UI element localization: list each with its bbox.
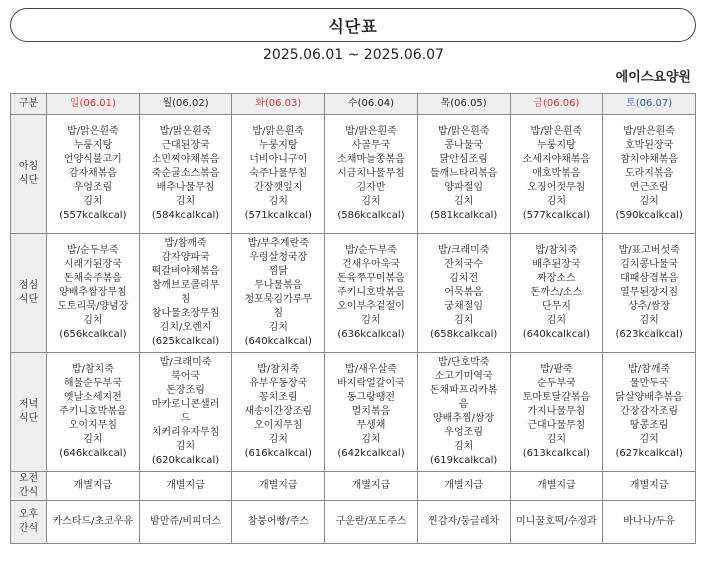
menu-item: 김치: [361, 315, 381, 326]
menu-cell: [417, 353, 510, 472]
snack-cell: 개별지급: [417, 472, 510, 501]
menu-item: 닭안심조림: [439, 154, 488, 165]
row-label-line: 식단: [18, 294, 39, 305]
menu-item: 떡갈비야채볶음: [151, 266, 220, 277]
menu-item: 드: [180, 413, 191, 424]
menu-item: 짜장소스: [537, 273, 576, 284]
menu-cell: [139, 115, 232, 234]
menu-item: 김치: [361, 434, 381, 445]
menu-item: 김치: [83, 315, 103, 326]
menu-item: 밥/새우살죽: [345, 364, 397, 375]
menu-cell: [139, 234, 232, 353]
menu-item: 연근조림: [629, 182, 669, 193]
date-range: 2025.06.01 ~ 2025.06.07: [263, 47, 444, 63]
menu-item: 순두부국: [537, 378, 576, 389]
menu-item: 밥/맑은흰죽: [345, 126, 397, 137]
menu-item: 밥/순두부죽: [345, 245, 397, 256]
menu-item: (642kcalkcal): [337, 448, 405, 459]
menu-item: 김치: [639, 196, 659, 207]
menu-item: 어묵볶음: [444, 287, 483, 298]
menu-item: 김자반: [356, 182, 386, 193]
menu-cell: [417, 234, 510, 353]
menu-item: 우렁살청국장: [249, 252, 308, 263]
menu-item: (586kcalkcal): [337, 210, 405, 221]
menu-table: [10, 93, 696, 544]
menu-item: 오이지무침: [68, 420, 117, 431]
menu-item: 청포묵김가루무: [244, 294, 313, 305]
menu-item: (616kcalkcal): [244, 448, 312, 459]
snack-cell: 개별지급: [603, 472, 696, 501]
menu-item: 도토리묵/양념장: [57, 301, 129, 312]
row-label-line: 오후: [18, 509, 39, 520]
menu-item: 숙주나물무침: [249, 168, 308, 179]
day-header-sun: 일(06.01): [47, 94, 140, 115]
menu-item: 김치: [175, 441, 196, 452]
menu-item: 밥/순두부죽: [67, 245, 119, 256]
menu-cell: [47, 234, 140, 353]
menu-item: 잔치국수: [444, 259, 483, 270]
row-label-line: 간식: [18, 523, 39, 534]
menu-item: 건새우아욱국: [341, 259, 400, 270]
menu-item: 밥/단호박죽: [437, 357, 490, 368]
row-label: [11, 115, 47, 234]
menu-item: (623kcalkcal): [615, 329, 683, 340]
menu-item: 마카로니콘샐러: [151, 399, 220, 410]
menu-item: 배추된장국: [532, 259, 581, 270]
menu-item: 주키니호박볶음: [337, 287, 405, 298]
snack-cell: 미니꿀호떡/수정과: [510, 501, 603, 544]
row-label-line: 식단: [18, 413, 39, 424]
menu-item: 침: [273, 308, 284, 319]
row-label-line: 식단: [18, 175, 39, 186]
row-label: [11, 472, 47, 501]
menu-cell: [139, 353, 232, 472]
menu-item: 해물순두부국: [63, 378, 122, 389]
menu-item: 시래기된장국: [63, 259, 122, 270]
menu-cell: [232, 115, 325, 234]
menu-item: 간장감자조림: [620, 406, 679, 417]
row-label: [11, 353, 47, 472]
menu-item: 돈까스/소스: [530, 287, 583, 298]
menu-item: 치커리유자무침: [151, 427, 220, 438]
menu-item: 우엉조림: [444, 427, 483, 438]
snack-cell: 구운란/포도주스: [325, 501, 418, 544]
menu-item: (656kcalkcal): [59, 329, 127, 340]
menu-item: (590kcalkcal): [615, 210, 683, 221]
menu-item: 닭살양배추볶음: [615, 392, 683, 403]
menu-item: 소세지야채볶음: [522, 154, 591, 165]
menu-item: 양배추쌈장무침: [59, 287, 127, 298]
menu-item: 대패삼겹볶음: [620, 273, 679, 284]
row-label-line: 오전: [18, 473, 39, 484]
menu-item: 김치: [83, 434, 103, 445]
menu-item: 동그랑땡전: [346, 392, 396, 403]
menu-item: (640kcalkcal): [522, 329, 590, 340]
menu-item: 너비아니구이: [249, 154, 308, 165]
snack-cell: 개별지급: [232, 472, 325, 501]
menu-item: 사골무국: [351, 140, 391, 151]
row-breakfast: [11, 115, 696, 234]
menu-item: 애호박볶음: [532, 168, 581, 179]
menu-item: 감자채볶음: [68, 168, 117, 179]
menu-item: (646kcalkcal): [59, 448, 127, 459]
menu-item: (619kcalkcal): [430, 455, 498, 466]
menu-item: 김치콩나물국: [620, 259, 679, 270]
menu-item: 양파절임: [444, 182, 483, 193]
menu-item: 김치: [454, 196, 474, 207]
menu-item: 밥/부추계란죽: [247, 238, 309, 249]
menu-item: 언양식불고기: [63, 154, 122, 165]
menu-item: 꽁치조림: [258, 392, 298, 403]
menu-item: 밥/맑은흰죽: [67, 126, 119, 137]
menu-cell: [47, 115, 140, 234]
menu-item: 김치: [83, 196, 103, 207]
row-snack-pm: [11, 501, 696, 544]
menu-item: (625kcalkcal): [151, 336, 220, 347]
snack-cell: 참붕어빵/주스: [232, 501, 325, 544]
day-header-mon: 월(06.02): [139, 94, 232, 115]
menu-item: 누룽지탕: [73, 140, 113, 151]
menu-item: 바지락얼갈이국: [337, 378, 405, 389]
row-label-line: 간식: [18, 487, 39, 498]
menu-item: 김치전: [449, 273, 479, 284]
menu-item: 우엉조림: [73, 182, 113, 193]
menu-item: 감자양파국: [161, 252, 210, 263]
menu-item: 김치: [268, 196, 288, 207]
menu-cell: [325, 115, 418, 234]
menu-item: 배추나물무침: [156, 182, 215, 193]
menu-cell: [603, 353, 696, 472]
menu-cell: [603, 234, 696, 353]
day-header-wed: 수(06.04): [325, 94, 418, 115]
menu-item: 찜닭: [268, 266, 288, 277]
menu-item: 토마토달걀볶음: [522, 392, 591, 403]
menu-item: 누룽지탕: [258, 140, 298, 151]
menu-item: 밥/참깨죽: [628, 364, 671, 375]
menu-item: 도라지볶음: [624, 168, 674, 179]
snack-cell: 개별지급: [325, 472, 418, 501]
menu-item: 근대된장국: [161, 140, 210, 151]
menu-item: 김치: [268, 322, 288, 333]
menu-cell: [510, 115, 603, 234]
menu-item: 밥/팥죽: [540, 364, 573, 375]
page-title: 식단표: [10, 8, 696, 42]
snack-cell: 개별지급: [47, 472, 140, 501]
menu-item: 땅콩조림: [629, 420, 669, 431]
header-row: [11, 94, 696, 115]
menu-item: 죽순굴소스볶음: [151, 168, 220, 179]
menu-item: 밥/참깨죽: [164, 238, 207, 249]
menu-item: (636kcalkcal): [337, 329, 405, 340]
menu-item: 김치: [454, 441, 474, 452]
menu-item: 참치야채볶음: [620, 154, 679, 165]
menu-cell: [232, 353, 325, 472]
row-lunch: [11, 234, 696, 353]
row-label: [11, 501, 47, 544]
row-label: [11, 234, 47, 353]
menu-item: (613kcalkcal): [522, 448, 590, 459]
snack-cell: 바나나/두유: [603, 501, 696, 544]
menu-cell: [47, 353, 140, 472]
menu-item: 밥/맑은흰죽: [437, 126, 490, 137]
menu-item: (581kcalkcal): [430, 210, 498, 221]
menu-item: 누룽지탕: [537, 140, 576, 151]
menu-item: 밥/맑은흰죽: [159, 126, 212, 137]
menu-item: 돈채파프리카볶: [429, 385, 498, 396]
menu-item: 근대나물무침: [527, 420, 586, 431]
menu-cell: [325, 234, 418, 353]
menu-item: 밥/참치죽: [71, 364, 114, 375]
menu-item: 침: [180, 294, 191, 305]
day-header-tue: 화(06.03): [232, 94, 325, 115]
menu-item: 김치: [546, 315, 567, 326]
snack-cell: 개별지급: [139, 472, 232, 501]
menu-item: 오이지무침: [254, 420, 303, 431]
menu-item: (620kcalkcal): [151, 455, 220, 466]
row-label-line: 아침: [18, 161, 39, 172]
menu-item: (571kcalkcal): [244, 210, 312, 221]
menu-item: 밥/표고버섯죽: [618, 245, 680, 256]
menu-cell: [232, 234, 325, 353]
menu-item: (584kcalkcal): [151, 210, 220, 221]
menu-cell: [325, 353, 418, 472]
snack-cell: 카스타드/초코우유: [47, 501, 140, 544]
snack-cell: 찐감자/둥글레차: [417, 501, 510, 544]
menu-item: (577kcalkcal): [522, 210, 590, 221]
menu-item: 밥/맑은흰죽: [252, 126, 305, 137]
menu-item: (658kcalkcal): [430, 329, 498, 340]
day-header-thu: 목(06.05): [417, 94, 510, 115]
header-label: 구분: [11, 94, 47, 115]
menu-item: 김치: [546, 196, 567, 207]
menu-item: 돈장조림: [166, 385, 205, 396]
menu-item: 무나물볶음: [254, 280, 303, 291]
menu-item: 오징어젓무침: [527, 182, 586, 193]
menu-item: 소채마늘쫑볶음: [337, 154, 405, 165]
menu-item: 음: [458, 399, 469, 410]
menu-item: 돈채숙주볶음: [63, 273, 122, 284]
menu-item: 김치: [175, 196, 196, 207]
menu-item: 밥/참치죽: [257, 364, 300, 375]
menu-item: 김치: [268, 434, 288, 445]
menu-item: 들깨느타리볶음: [429, 168, 498, 179]
menu-cell: [417, 115, 510, 234]
menu-item: 멸치볶음: [351, 406, 391, 417]
menu-item: 밥/맑은흰죽: [623, 126, 675, 137]
menu-item: 김치: [639, 315, 659, 326]
menu-item: 궁채절임: [444, 301, 483, 312]
menu-item: 새송이간장조림: [244, 406, 313, 417]
menu-item: 소민찌야채볶음: [151, 154, 220, 165]
menu-item: 옛날소세지전: [63, 392, 122, 403]
menu-item: (627kcalkcal): [615, 448, 683, 459]
row-dinner: [11, 353, 696, 472]
menu-item: (557kcalkcal): [59, 210, 127, 221]
row-snack-am: [11, 472, 696, 501]
day-header-fri: 금(06.06): [510, 94, 603, 115]
menu-item: 돈육쭈꾸미볶음: [337, 273, 405, 284]
menu-item: 밥/크래미죽: [159, 357, 212, 368]
menu-item: 김치: [639, 434, 659, 445]
menu-cell: [510, 353, 603, 472]
menu-item: 참깨브로콜리무: [151, 280, 220, 291]
menu-item: 양배추찜/쌈장: [432, 413, 495, 424]
menu-cell: [603, 115, 696, 234]
menu-cell: [510, 234, 603, 353]
day-header-sat: 토(06.07): [603, 94, 696, 115]
menu-item: 밥/참치죽: [535, 245, 578, 256]
menu-item: 참나물초장무침: [151, 308, 220, 319]
menu-item: 단무지: [541, 301, 571, 312]
menu-item: 김치: [361, 196, 381, 207]
menu-item: 오이부추겉절이: [337, 301, 405, 312]
menu-item: 상추/쌈장: [628, 301, 671, 312]
menu-item: (640kcalkcal): [244, 336, 312, 347]
snack-cell: 개별지급: [510, 472, 603, 501]
menu-item: 호박된장국: [624, 140, 674, 151]
menu-item: 김치/오렌지: [159, 322, 212, 333]
menu-item: 밥/크래미죽: [437, 245, 490, 256]
menu-item: 김치: [546, 434, 567, 445]
menu-item: 가지나물무침: [527, 406, 586, 417]
menu-item: 소고기미역국: [434, 371, 493, 382]
row-label-line: 점심: [18, 280, 39, 291]
row-label-line: 저녁: [18, 399, 39, 410]
menu-item: 무생채: [356, 420, 386, 431]
menu-item: 북어국: [171, 371, 201, 382]
menu-item: 유부우동장국: [249, 378, 308, 389]
facility-name: 에이스요양원: [615, 70, 691, 85]
menu-item: 김치: [454, 315, 474, 326]
menu-item: 주키니호박볶음: [59, 406, 127, 417]
menu-item: 열무된장지짐: [620, 287, 679, 298]
menu-item: 간장깻잎지: [254, 182, 303, 193]
snack-cell: 밤만쥬/비피더스: [139, 501, 232, 544]
menu-item: 밥/맑은흰죽: [530, 126, 583, 137]
menu-item: 물만두국: [629, 378, 669, 389]
menu-item: 콩나물국: [444, 140, 483, 151]
menu-item: 시금치나물무침: [337, 168, 405, 179]
